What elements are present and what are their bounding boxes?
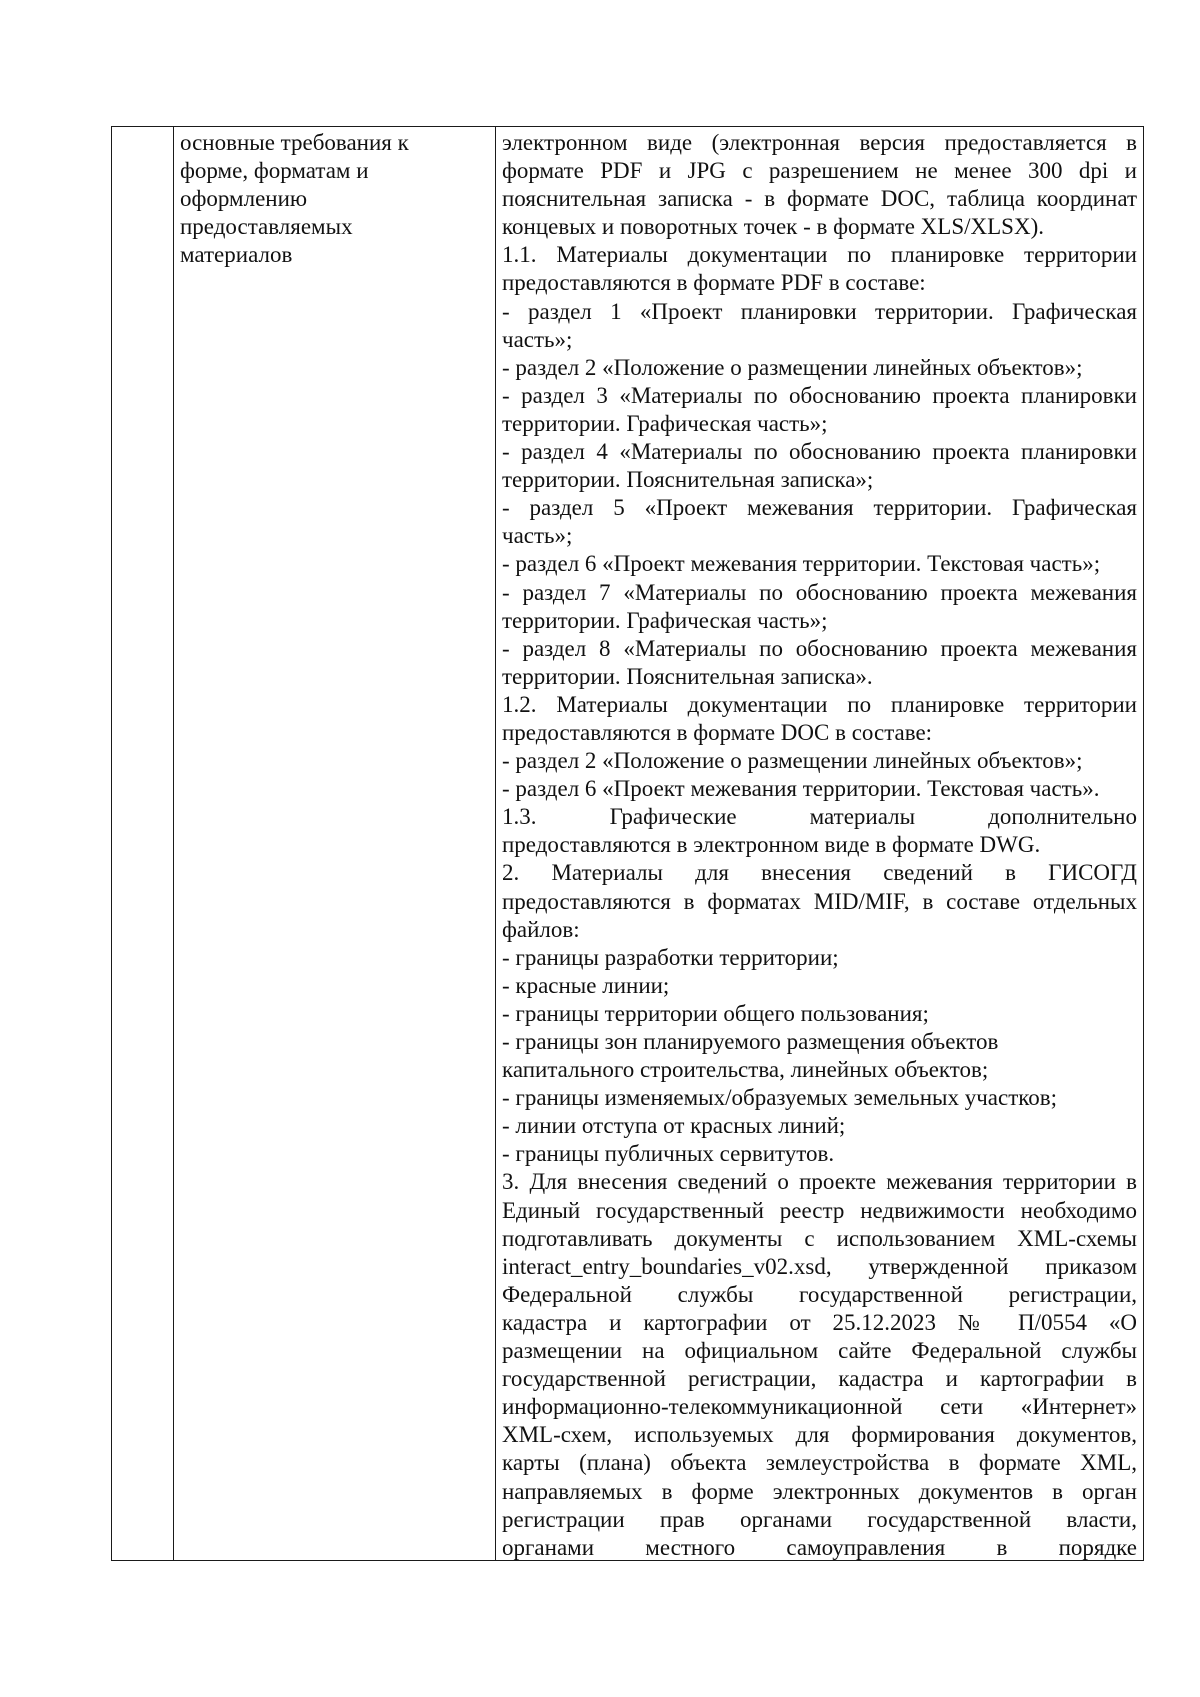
content-line: - раздел 6 «Проект межевания территории. Текстовая часть». bbox=[502, 776, 1100, 802]
content-line: пояснительная записка - в формате DOC, таблица координат bbox=[502, 186, 1137, 212]
content-line: - границы территории общего пользования; bbox=[502, 1000, 929, 1026]
row-number-cell bbox=[112, 127, 174, 1561]
row-label: основные требования к форме, форматам и оформлению предоставляемых материалов bbox=[180, 130, 409, 268]
content-line: капитального строительства, линейных объектов; bbox=[502, 1057, 989, 1083]
content-line: Федеральной службы государственной регистрации, bbox=[502, 1281, 1137, 1307]
content-line: - раздел 6 «Проект межевания территории. Текстовая часть»; bbox=[502, 551, 1101, 577]
content-line: - раздел 1 «Проект планировки территории. Графическая bbox=[502, 298, 1137, 324]
content-line: - раздел 3 «Материалы по обоснованию проекта планировки bbox=[502, 382, 1137, 408]
content-line: органами местного самоуправления в порядке bbox=[502, 1534, 1137, 1560]
content-line: 2. Материалы для внесения сведений в ГИСОГД bbox=[502, 860, 1137, 886]
content-line: территории. Графическая часть»; bbox=[502, 410, 828, 436]
content-line: территории. Графическая часть»; bbox=[502, 607, 828, 633]
content-line: размещении на официальном сайте Федеральной службы bbox=[502, 1338, 1137, 1364]
content-line: предоставляются в электронном виде в формате DWG. bbox=[502, 832, 1041, 858]
content-line: предоставляются в форматах MID/MIF, в составе отдельных bbox=[502, 888, 1137, 914]
content-line: - границы разработки территории; bbox=[502, 944, 839, 970]
content-line: карты (плана) объекта землеустройства в формате XML, bbox=[502, 1450, 1137, 1476]
content-line: - границы публичных сервитутов. bbox=[502, 1141, 835, 1167]
content-line: - раздел 2 «Положение о размещении линейных объектов»; bbox=[502, 354, 1083, 380]
row-content bbox=[502, 129, 1137, 1560]
content-line: - раздел 5 «Проект межевания территории. Графическая bbox=[502, 495, 1137, 521]
requirements-table bbox=[111, 126, 1144, 1561]
content-line: interact_entry_boundaries_v02.xsd, утвержденной приказом bbox=[502, 1253, 1137, 1279]
content-line: 1.3. Графические материалы дополнительно bbox=[502, 804, 1137, 830]
content-line: подготавливать документы с использованием XML-схемы bbox=[502, 1225, 1137, 1251]
content-line: информационно-телекоммуникационной сети «Интернет» bbox=[502, 1394, 1137, 1420]
content-line: - раздел 7 «Материалы по обоснованию проекта межевания bbox=[502, 579, 1137, 605]
content-line: концевых и поворотных точек - в формате XLS/XLSX). bbox=[502, 214, 1044, 240]
content-line: часть»; bbox=[502, 523, 573, 549]
content-line: 1.1. Материалы документации по планировке территории bbox=[502, 242, 1137, 268]
content-line: территории. Пояснительная записка». bbox=[502, 663, 873, 689]
content-line: электронном виде (электронная версия предоставляется в bbox=[502, 130, 1137, 155]
content-line: XML-схем, используемых для формирования документов, bbox=[502, 1422, 1137, 1448]
content-line: часть»; bbox=[502, 326, 573, 352]
content-line: предоставляются в формате PDF в составе: bbox=[502, 270, 926, 296]
content-line: государственной регистрации, кадастра и картографии в bbox=[502, 1366, 1137, 1392]
content-line: Единый государственный реестр недвижимости необходимо bbox=[502, 1197, 1137, 1223]
content-line: предоставляются в формате DOC в составе: bbox=[502, 719, 933, 745]
content-line: направляемых в форме электронных документов в орган bbox=[502, 1478, 1137, 1504]
content-line: территории. Пояснительная записка»; bbox=[502, 467, 874, 493]
row-content-cell bbox=[496, 127, 1144, 1561]
content-line: кадастра и картографии от 25.12.2023 № П/0554 «О bbox=[502, 1309, 1137, 1335]
content-line: - линии отступа от красных линий; bbox=[502, 1113, 846, 1139]
content-line: формате PDF и JPG с разрешением не менее 300 dpi и bbox=[502, 158, 1137, 184]
content-line: - границы зон планируемого размещения объектов bbox=[502, 1029, 999, 1054]
content-line: файлов: bbox=[502, 916, 580, 942]
content-line: - раздел 2 «Положение о размещении линейных объектов»; bbox=[502, 748, 1083, 774]
row-label-cell bbox=[174, 127, 496, 1561]
content-line: 3. Для внесения сведений о проекте межевания территории в bbox=[502, 1169, 1137, 1195]
table-row bbox=[112, 127, 1144, 1561]
content-line: - раздел 8 «Материалы по обоснованию проекта межевания bbox=[502, 635, 1137, 661]
content-line: - раздел 4 «Материалы по обоснованию проекта планировки bbox=[502, 439, 1137, 465]
content-line: регистрации прав органами государственной власти, bbox=[502, 1506, 1137, 1532]
content-line: - границы изменяемых/образуемых земельных участков; bbox=[502, 1085, 1058, 1111]
content-line: 1.2. Материалы документации по планировке территории bbox=[502, 691, 1137, 717]
content-line: - красные линии; bbox=[502, 972, 670, 998]
